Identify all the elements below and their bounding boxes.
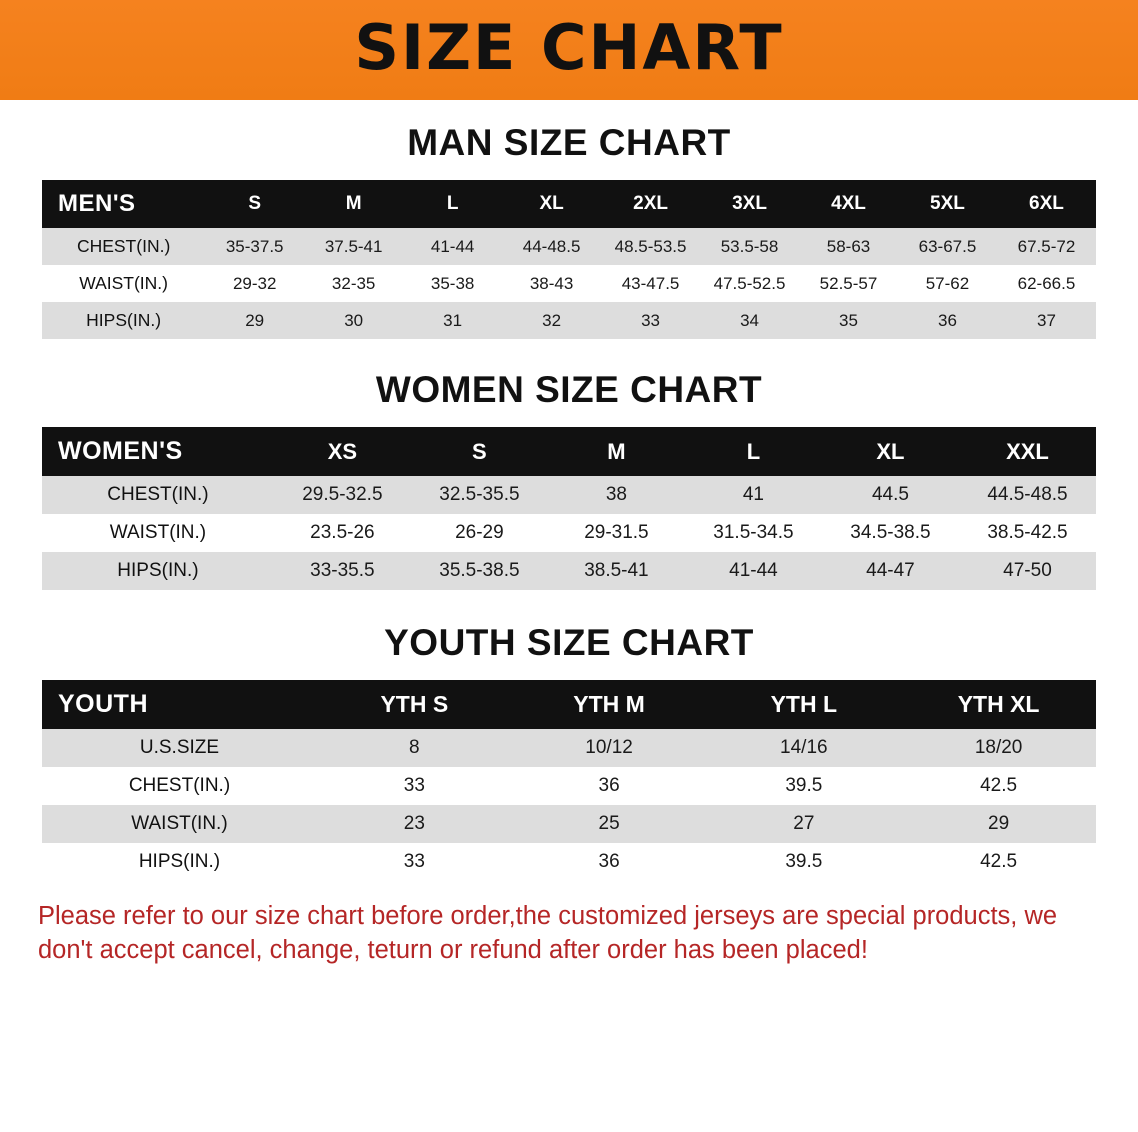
youth-cell-0-1: 10/12 xyxy=(512,729,707,767)
women-cell-0-4: 44.5 xyxy=(822,476,959,514)
man-cell-1-7: 57-62 xyxy=(898,265,997,302)
youth-col-3: YTH XL xyxy=(957,691,1040,717)
man-cell-0-8: 67.5-72 xyxy=(997,228,1096,265)
women-col-1: S xyxy=(472,438,487,464)
women-cell-1-0: 23.5-26 xyxy=(274,514,411,552)
man-cell-0-5: 53.5-58 xyxy=(700,228,799,265)
table-row xyxy=(42,805,1096,843)
youth-cell-2-1: 25 xyxy=(512,805,707,843)
table-row xyxy=(42,265,1096,302)
youth-section-title: YOUTH SIZE CHART xyxy=(384,622,754,663)
youth-col-0: YTH S xyxy=(380,691,449,717)
table-row xyxy=(42,514,1096,552)
women-col-4: XL xyxy=(876,438,905,464)
youth-row-label-2: WAIST(IN.) xyxy=(42,805,317,843)
man-cell-2-8: 37 xyxy=(997,302,1096,339)
man-cell-2-2: 31 xyxy=(403,302,502,339)
man-cell-0-6: 58-63 xyxy=(799,228,898,265)
man-cell-0-7: 63-67.5 xyxy=(898,228,997,265)
man-section-title: MAN SIZE CHART xyxy=(407,122,731,163)
table-row xyxy=(42,302,1096,339)
man-cell-2-6: 35 xyxy=(799,302,898,339)
table-row xyxy=(42,476,1096,514)
youth-table-head xyxy=(42,680,1096,729)
women-col-3: L xyxy=(746,438,761,464)
man-table-head xyxy=(42,180,1096,228)
man-col-3: XL xyxy=(539,193,564,214)
youth-col-1: YTH M xyxy=(573,691,645,717)
man-cell-1-0: 29-32 xyxy=(205,265,304,302)
women-header-label: WOMEN'S xyxy=(58,437,183,465)
women-cell-2-1: 35.5-38.5 xyxy=(411,552,548,590)
women-col-0: XS xyxy=(327,438,358,464)
man-col-6: 4XL xyxy=(831,193,866,214)
women-cell-2-5: 47-50 xyxy=(959,552,1096,590)
women-cell-0-5: 44.5-48.5 xyxy=(959,476,1096,514)
man-cell-0-3: 44-48.5 xyxy=(502,228,601,265)
youth-cell-0-0: 8 xyxy=(317,729,512,767)
table-row xyxy=(42,843,1096,881)
women-cell-1-5: 38.5-42.5 xyxy=(959,514,1096,552)
women-cell-1-3: 31.5-34.5 xyxy=(685,514,822,552)
youth-cell-3-2: 39.5 xyxy=(706,843,901,881)
man-col-5: 3XL xyxy=(732,193,767,214)
women-cell-2-2: 38.5-41 xyxy=(548,552,685,590)
youth-cell-3-1: 36 xyxy=(512,843,707,881)
youth-cell-3-3: 42.5 xyxy=(901,843,1096,881)
youth-header-label: YOUTH xyxy=(58,690,148,718)
youth-row-label-1: CHEST(IN.) xyxy=(42,767,317,805)
man-cell-0-1: 37.5-41 xyxy=(304,228,403,265)
man-cell-2-5: 34 xyxy=(700,302,799,339)
women-cell-2-4: 44-47 xyxy=(822,552,959,590)
women-cell-2-0: 33-35.5 xyxy=(274,552,411,590)
youth-col-2: YTH L xyxy=(770,691,838,717)
man-cell-2-0: 29 xyxy=(205,302,304,339)
man-cell-1-4: 43-47.5 xyxy=(601,265,700,302)
man-header-label: MEN'S xyxy=(58,190,136,217)
return-policy-note: Please refer to our size chart before order,the customized jerseys are special products, we don't accept cancel, change, teturn or refund after order has been placed! xyxy=(38,902,1058,965)
banner xyxy=(0,0,1138,100)
women-table-head xyxy=(42,427,1096,476)
women-col-5: XXL xyxy=(1006,438,1049,464)
youth-cell-1-2: 39.5 xyxy=(706,767,901,805)
man-col-2: L xyxy=(446,193,459,214)
youth-size-table xyxy=(42,680,1096,881)
women-cell-0-2: 38 xyxy=(548,476,685,514)
man-col-8: 6XL xyxy=(1029,193,1064,214)
man-col-4: 2XL xyxy=(633,193,668,214)
women-cell-1-1: 26-29 xyxy=(411,514,548,552)
man-cell-1-8: 62-66.5 xyxy=(997,265,1096,302)
man-row-label-1: WAIST(IN.) xyxy=(42,265,205,302)
youth-cell-0-2: 14/16 xyxy=(706,729,901,767)
man-cell-2-1: 30 xyxy=(304,302,403,339)
women-cell-2-3: 41-44 xyxy=(685,552,822,590)
youth-cell-3-0: 33 xyxy=(317,843,512,881)
table-row xyxy=(42,767,1096,805)
man-row-label-0: CHEST(IN.) xyxy=(42,228,205,265)
man-cell-0-4: 48.5-53.5 xyxy=(601,228,700,265)
women-row-label-1: WAIST(IN.) xyxy=(42,514,274,552)
women-col-2: M xyxy=(607,438,626,464)
man-col-7: 5XL xyxy=(930,193,965,214)
man-size-table xyxy=(42,180,1096,339)
women-table-wrapper xyxy=(42,427,1096,590)
youth-cell-1-3: 42.5 xyxy=(901,767,1096,805)
youth-cell-0-3: 18/20 xyxy=(901,729,1096,767)
women-cell-0-3: 41 xyxy=(685,476,822,514)
youth-cell-2-0: 23 xyxy=(317,805,512,843)
man-row-label-2: HIPS(IN.) xyxy=(42,302,205,339)
women-cell-1-4: 34.5-38.5 xyxy=(822,514,959,552)
youth-cell-2-3: 29 xyxy=(901,805,1096,843)
table-header-row xyxy=(42,427,1096,476)
man-table-wrapper xyxy=(42,180,1096,339)
women-cell-0-1: 32.5-35.5 xyxy=(411,476,548,514)
man-cell-1-2: 35-38 xyxy=(403,265,502,302)
youth-row-label-3: HIPS(IN.) xyxy=(42,843,317,881)
women-cell-1-2: 29-31.5 xyxy=(548,514,685,552)
man-col-1: M xyxy=(345,193,362,214)
man-table-body xyxy=(42,228,1096,339)
man-cell-0-0: 35-37.5 xyxy=(205,228,304,265)
women-row-label-0: CHEST(IN.) xyxy=(42,476,274,514)
table-row xyxy=(42,228,1096,265)
youth-table-body xyxy=(42,729,1096,881)
table-header-row xyxy=(42,680,1096,729)
youth-table-wrapper xyxy=(42,680,1096,881)
page-title: SIZE CHART xyxy=(354,11,784,84)
man-cell-2-4: 33 xyxy=(601,302,700,339)
man-cell-1-1: 32-35 xyxy=(304,265,403,302)
youth-row-label-0: U.S.SIZE xyxy=(42,729,317,767)
women-section-title: WOMEN SIZE CHART xyxy=(375,369,763,410)
youth-cell-2-2: 27 xyxy=(706,805,901,843)
man-cell-2-7: 36 xyxy=(898,302,997,339)
man-col-0: S xyxy=(248,193,262,214)
youth-cell-1-1: 36 xyxy=(512,767,707,805)
man-cell-1-6: 52.5-57 xyxy=(799,265,898,302)
man-cell-0-2: 41-44 xyxy=(403,228,502,265)
table-row xyxy=(42,552,1096,590)
table-header-row xyxy=(42,180,1096,228)
women-table-body xyxy=(42,476,1096,590)
man-cell-1-3: 38-43 xyxy=(502,265,601,302)
table-row xyxy=(42,729,1096,767)
women-size-table xyxy=(42,427,1096,590)
youth-cell-1-0: 33 xyxy=(317,767,512,805)
women-cell-0-0: 29.5-32.5 xyxy=(274,476,411,514)
man-cell-1-5: 47.5-52.5 xyxy=(700,265,799,302)
women-row-label-2: HIPS(IN.) xyxy=(42,552,274,590)
man-cell-2-3: 32 xyxy=(502,302,601,339)
